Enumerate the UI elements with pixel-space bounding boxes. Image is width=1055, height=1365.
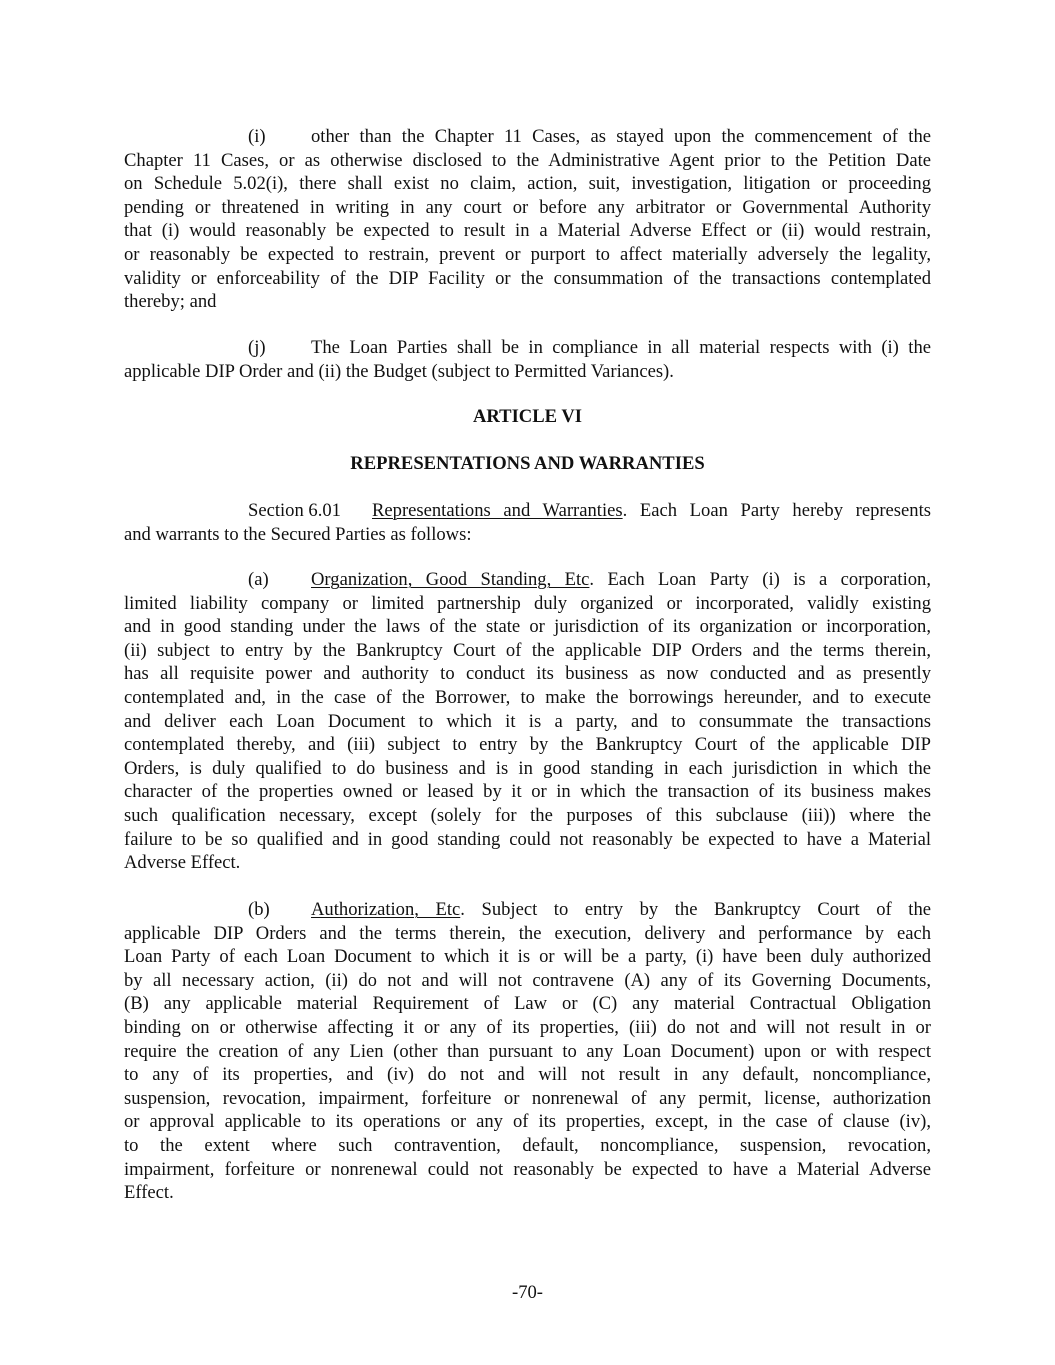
clause-line: (i) other than the Chapter 11 Cases, as stayed upon the commencement of the — [248, 126, 931, 147]
clause-heading: Organization, Good Standing, Etc — [311, 569, 590, 590]
clause-line: suspension, revocation, impairment, forfeiture or nonrenewal of any permit, license, authorization — [124, 1087, 931, 1109]
clause-line: character of the properties owned or leased by it or in which the transaction of its business makes — [124, 781, 931, 803]
clause-line: (a) Organization, Good Standing, Etc. Each Loan Party (i) is a corporation, — [248, 569, 931, 590]
clause-b — [124, 898, 931, 1205]
clause-label: (j) — [248, 337, 266, 358]
section-heading: Representations and Warranties — [372, 500, 623, 521]
clause-line: contemplated thereby, and (iii) subject to entry by the Bankruptcy Court of the applicable DIP — [124, 734, 931, 756]
clause-line: that (i) would reasonably be expected to result in a Material Adverse Effect or (ii) would restrain, — [124, 220, 931, 242]
clause-line: require the creation of any Lien (other than pursuant to any Loan Document) upon or with respect — [124, 1040, 931, 1062]
clause-j — [124, 336, 931, 383]
article-number: ARTICLE VI — [472, 406, 583, 427]
clause-line: on Schedule 5.02(i), there shall exist no claim, action, suit, investigation, litigation or proceeding — [124, 173, 931, 195]
clause-line: contemplated and, in the case of the Borrower, to make the borrowings hereunder, and to execute — [124, 686, 931, 708]
clause-line: Effect. — [124, 1182, 174, 1204]
section-line: Section 6.01 Representations and Warranties. Each Loan Party hereby represents — [248, 500, 931, 521]
clause-line: limited liability company or limited partnership duly organized or incorporated, validly existing — [124, 592, 931, 614]
section-6-01 — [124, 499, 931, 546]
clause-line: applicable DIP Orders and the terms therein, the execution, delivery and performance by each — [124, 922, 931, 944]
clause-line: and in good standing under the laws of the state or jurisdiction of its organization or incorporation, — [124, 616, 931, 638]
clause-line: has all requisite power and authority to conduct its business as now conducted and as presently — [124, 663, 931, 685]
clause-line: pending or threatened in writing in any court or before any arbitrator or Governmental Authority — [124, 196, 931, 218]
clause-line: Chapter 11 Cases, or as otherwise disclosed to the Administrative Agent prior to the Petition Date — [124, 149, 931, 171]
clause-line: (b) Authorization, Etc. Subject to entry by the Bankruptcy Court of the — [248, 899, 931, 920]
clause-heading: Authorization, Etc — [311, 899, 461, 920]
clause-line: and deliver each Loan Document to which it is a party, and to consummate the transactions — [124, 710, 931, 732]
clause-line: to the extent where such contravention, default, noncompliance, suspension, revocation, — [124, 1134, 931, 1156]
clause-line: validity or enforceability of the DIP Facility or the consummation of the transactions contemplated — [124, 267, 931, 289]
clause-line: Adverse Effect. — [124, 852, 241, 874]
clause-label: (i) — [248, 126, 266, 147]
section-label: Section 6.01 — [248, 500, 341, 521]
article-title: REPRESENTATIONS AND WARRANTIES — [350, 453, 705, 474]
clause-line: applicable DIP Order and (ii) the Budget (subject to Permitted Variances). — [124, 360, 674, 382]
clause-line: (ii) subject to entry by the Bankruptcy Court of the applicable DIP Orders and the terms therein, — [124, 639, 931, 661]
clause-line: Orders, is duly qualified to do business and is in good standing in each jurisdiction in which the — [124, 757, 931, 779]
clause-line: binding on or otherwise affecting it or any of its properties, (iii) do not and will not result in or — [124, 1016, 931, 1038]
section-line: and warrants to the Secured Parties as follows: — [124, 523, 472, 545]
clause-line: thereby; and — [124, 291, 217, 313]
clause-line: such qualification necessary, except (solely for the purposes of this subclause (iii)) where the — [124, 804, 931, 826]
clause-line: (j) The Loan Parties shall be in compliance in all material respects with (i) the — [248, 337, 931, 358]
clause-a — [124, 568, 931, 875]
clause-line: (B) any applicable material Requirement of Law or (C) any material Contractual Obligation — [124, 993, 931, 1015]
clause-line: or approval applicable to its operations or any of its properties, except, in the case of clause (iv), — [124, 1111, 931, 1133]
clause-line: or reasonably be expected to restrain, prevent or purport to affect materially adversely the legality, — [124, 243, 931, 265]
clause-line: failure to be so qualified and in good standing could not reasonably be expected to have a Material — [124, 828, 931, 850]
clause-line: Loan Party of each Loan Document to which it is or will be a party, (i) have been duly authorized — [124, 946, 931, 968]
clause-label: (b) — [248, 899, 270, 920]
clause-i — [124, 125, 931, 314]
clause-line: to any of its properties, and (iv) do not and will not result in any default, noncompliance, — [124, 1064, 931, 1086]
page-number: -70- — [512, 1282, 543, 1303]
clause-line: by all necessary action, (ii) do not and will not contravene (A) any of its Governing Documents, — [124, 969, 931, 991]
clause-label: (a) — [248, 569, 269, 590]
clause-line: impairment, forfeiture or nonrenewal could not reasonably be expected to have a Material Adverse — [124, 1158, 931, 1180]
